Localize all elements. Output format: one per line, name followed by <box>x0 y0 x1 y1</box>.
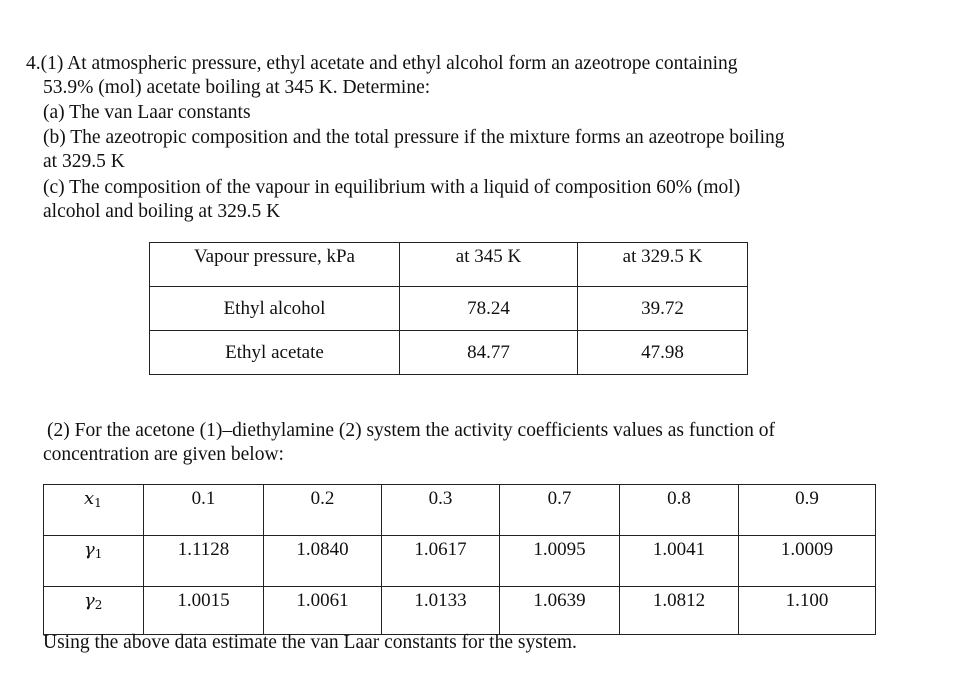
vapour-value-cell: 84.77 <box>400 331 578 375</box>
gamma1-cell: 1.0095 <box>500 536 620 587</box>
gamma2-row <box>44 587 876 635</box>
problem1-line-5: at 329.5 K <box>43 151 125 172</box>
gamma1-cell: 1.0840 <box>264 536 382 587</box>
gamma1-cell: 1.0009 <box>739 536 876 587</box>
gamma2-cell: 1.0015 <box>144 587 264 635</box>
x1-cell: 0.9 <box>739 485 876 536</box>
vapour-table-row <box>150 331 748 375</box>
gamma2-cell: 1.0812 <box>620 587 739 635</box>
vapour-table-header-cell: Vapour pressure, kPa <box>150 243 400 287</box>
problem1-line-4: (b) The azeotropic composition and the total pressure if the mixture forms an azeotrope boiling <box>43 127 785 148</box>
x1-cell: 0.7 <box>500 485 620 536</box>
gamma1-cell: 1.0041 <box>620 536 739 587</box>
vapour-table-header-cell: at 329.5 K <box>578 243 748 287</box>
x1-cell: 0.1 <box>144 485 264 536</box>
gamma2-cell: 1.100 <box>739 587 876 635</box>
activity-coefficients-table <box>43 484 876 635</box>
row-label-gamma1 <box>44 536 144 587</box>
row-label-x1 <box>44 485 144 536</box>
problem2-footer: Using the above data estimate the van Laar constants for the system. <box>43 632 577 653</box>
gamma1-symbol: $\gamma_1$ <box>84 539 103 561</box>
gamma1-cell: 1.0617 <box>382 536 500 587</box>
compound-name-cell: Ethyl acetate <box>150 331 400 375</box>
vapour-value-cell: 39.72 <box>578 287 748 331</box>
problem2-line-2: concentration are given below: <box>43 444 284 465</box>
gamma2-cell: 1.0639 <box>500 587 620 635</box>
row-label-gamma2 <box>44 587 144 635</box>
x1-row <box>44 485 876 536</box>
x1-cell: 0.2 <box>264 485 382 536</box>
x1-cell: 0.3 <box>382 485 500 536</box>
problem1-line-3: (a) The van Laar constants <box>43 102 251 123</box>
gamma1-cell: 1.1128 <box>144 536 264 587</box>
problem1-line-2: 53.9% (mol) acetate boiling at 345 K. Determine: <box>43 77 431 98</box>
vapour-table-row <box>150 287 748 331</box>
gamma2-cell: 1.0133 <box>382 587 500 635</box>
vapour-pressure-table <box>149 242 748 375</box>
gamma2-cell: 1.0061 <box>264 587 382 635</box>
problem1-line-7: alcohol and boiling at 329.5 K <box>43 201 281 222</box>
x1-cell: 0.8 <box>620 485 739 536</box>
vapour-value-cell: 47.98 <box>578 331 748 375</box>
gamma1-row <box>44 536 876 587</box>
vapour-table-header-row <box>150 243 748 287</box>
x1-symbol: $x_1$ <box>84 488 102 510</box>
problem2-line-1: (2) For the acetone (1)–diethylamine (2) system the activity coefficients values as function of <box>47 420 775 441</box>
problem1-line-6: (c) The composition of the vapour in equilibrium with a liquid of composition 60% (mol) <box>43 177 741 198</box>
vapour-table-header-cell: at 345 K <box>400 243 578 287</box>
vapour-value-cell: 78.24 <box>400 287 578 331</box>
gamma2-symbol: $\gamma_2$ <box>84 590 103 612</box>
problem1-line-1: 4.(1) At atmospheric pressure, ethyl acetate and ethyl alcohol form an azeotrope containing <box>26 53 738 74</box>
compound-name-cell: Ethyl alcohol <box>150 287 400 331</box>
